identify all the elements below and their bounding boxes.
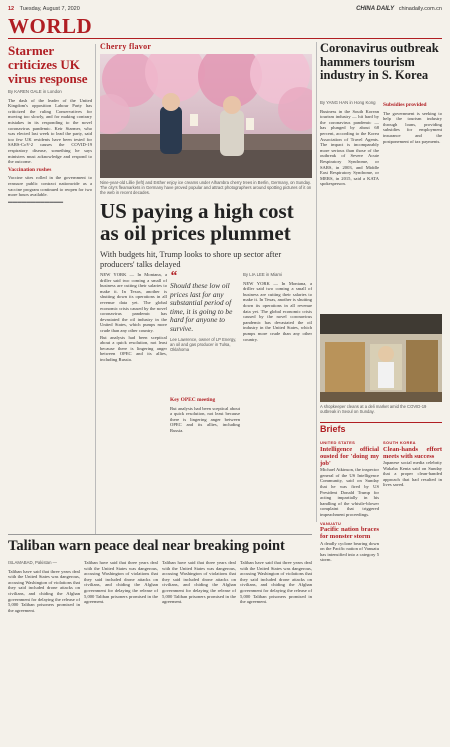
cherry-caption: Nine-year-old Lillie (left) and Esther enjoy ice creams under Alhambra cherry trees in Berlin, Germany, on Sunday. The city's fleamarkets in Germany have proved popular and attract photographers around spotting pictures of it on the web in recent decades.	[100, 180, 312, 195]
starmer-body-2: Vaccine sites rolled in the government to reassure public contract nationwide as a vaccine program continued to reopen for two more hours available.	[8, 175, 92, 198]
section-title: WORLD	[8, 14, 93, 38]
korea-headline[interactable]: Coronavirus outbreak hammers tourism industry in S. Korea	[320, 41, 439, 82]
brief-1-place: VANUATU	[320, 520, 342, 526]
brief-2-headline[interactable]: Clean-hands effort meets with success	[383, 445, 442, 460]
oil-subhead: With budgets hit, Trump looks to shore up sector after producers' talks delayed	[100, 250, 282, 269]
korea-byline: By YANG HAN in Hong Kong	[320, 100, 376, 105]
oil-pull-quote	[170, 269, 240, 392]
section-rule	[8, 38, 442, 39]
korea-subhead: Subsidies provided	[383, 102, 427, 108]
cherry-kicker: Cherry flavor	[100, 42, 152, 51]
oil-headline[interactable]: US paying a high cost as oil prices plummet	[100, 199, 294, 245]
page-number: 12	[8, 6, 15, 12]
oil-body-repeat: But analysts had been sceptical about a quick resolution, not least because there is lingering anger between OPEC and its allies, including Russia.	[100, 334, 167, 362]
page-header	[8, 4, 442, 14]
starmer-article	[8, 44, 92, 534]
korea-col-1	[320, 100, 379, 310]
briefs-title: Briefs	[320, 424, 346, 434]
child-left	[160, 106, 182, 154]
briefs-col-1	[320, 440, 379, 740]
oil-body-col-1	[100, 272, 167, 522]
paper-name: CHINA DAILY	[356, 6, 395, 12]
cherry-photo[interactable]	[100, 54, 312, 178]
briefs-rule	[320, 422, 442, 423]
column-divider	[95, 44, 96, 534]
taliban-col-2	[84, 560, 158, 740]
taliban-headline[interactable]: Taliban warn peace deal near breaking point	[8, 538, 285, 554]
taliban-body-4: Taliban have said that three years deal with the United States was dangerous, accusing Washington of violations that they said included drone attacks on civilians, and chiding the Afghan government for delaying the release of 5,000 Taliban prisoners promised in the agreement.	[240, 560, 312, 605]
shopkeeper-head	[378, 346, 394, 362]
starmer-subhead: Vaccination rushes	[8, 166, 52, 173]
oil-subhead-2: Key OPEC meeting	[170, 397, 216, 403]
oil-body-col-2	[170, 395, 240, 522]
quote-attribution: Lee Lawrence, owner of LP Energy, an oil and gas producer in Tulsa, Oklahoma	[170, 336, 237, 352]
quote-text: Should these low oil prices last for any substantial period of time, it is going to be hard for anyone to survive.	[170, 281, 233, 333]
deli-market-image	[320, 314, 442, 402]
oil-body-2: But analysts had been sceptical about a quick resolution, not least because there is lingering anger between OPEC and its allies, including Russia.	[170, 405, 240, 433]
taliban-col-4	[240, 560, 312, 740]
korea-photo[interactable]	[320, 314, 442, 402]
header-left	[8, 6, 80, 12]
oil-body-col-3	[243, 272, 312, 522]
taliban-body-2: Taliban have said that three years deal with the United States was dangerous, accusing Washington of violations that they said included drone attacks on civilians, and chiding the Afghan government for delaying the release of 5,000 Taliban prisoners promised in the agreement.	[84, 560, 158, 605]
cherry-blossom-image	[100, 54, 312, 178]
brief-0-headline[interactable]: Intelligence official ousted for 'doing my job'	[320, 445, 379, 467]
edition-info: chinadaily.com.cn	[398, 6, 442, 12]
korea-body: Business in the South Korean tourism industry — hit hard by the coronavirus pandemic — has plunged by about 68 percent, according to the Korea Association of Travel Agents. The impact is incomparably more serious than those of the outbreak of Severe Acute Respiratory Syndrome, or SARS, in 2003, and Middle East Respiratory Syndrome, or MERS, in 2015, said a KATA spokesperson.	[320, 108, 379, 187]
starmer-byline: By KAREN GALE in London	[8, 89, 62, 94]
korea-col-2	[383, 100, 442, 310]
issue-date: Tuesday, August 7, 2020	[19, 6, 80, 12]
taliban-body-3: Taliban have said that three years deal with the United States was dangerous, accusing Washington of violations that they said included drone attacks on civilians, and chiding the Afghan government for delaying the release of 5,000 Taliban prisoners promised in the agreement.	[162, 560, 236, 605]
brief-2-place: SOUTH KOREA	[383, 440, 416, 445]
briefs-col-2	[383, 440, 442, 740]
brief-2-body: Japanese social media celebrity Wakaba Kenta said on Sunday that a proper clean-handed approach that had resulted in lives saved.	[383, 460, 442, 488]
taliban-col-1	[8, 560, 80, 740]
korea-caption: A shopkeeper cleans at a deli market amid the COVID-19 outbreak in Seoul on Sunday.	[320, 404, 427, 414]
brief-0-body: Michael Atkinson, the inspector general of the US Intelligence Community, said on Sunday that he was fired by US President Donald Trump for acting impartially in his handling of the whistle-blower complaint that triggered impeachment proceedings.	[320, 467, 379, 517]
child-right	[220, 110, 244, 156]
brief-1-headline[interactable]: Pacific nation braces for monster storm	[320, 526, 379, 541]
taliban-byline: ISLAMABAD, Pakistan —	[8, 560, 57, 565]
column-divider-2	[316, 42, 317, 522]
oil-body: NEW YORK — In Montana, a driller said two coming a small of business are cutting their salaries to make it. In Texas, another is shutting down its operations in all revenue data yet. The global economic crisis caused by the novel coronavirus pandemic has devastated the oil industry in the United States, which pumps more crude than any other country.	[100, 272, 167, 333]
starmer-filler: ▬▬▬▬▬▬▬▬▬▬▬▬	[8, 198, 64, 204]
brief-1-body: A deadly cyclone bearing down on the Pacific nation of Vanuatu has intensified into a category 5 storm.	[320, 540, 379, 563]
taliban-col-3	[162, 560, 236, 740]
taliban-body: Taliban have said that three years deal with the United States was dangerous, accusing Washington of violations that they said included drone attacks on civilians, and chiding the Afghan government for delaying the release of 5,000 Taliban prisoners promised in the agreement.	[8, 568, 80, 613]
lower-rule	[8, 534, 312, 535]
korea-body-2: The government is seeking to help the tourism industry through loans, providing subsidies for employment insurance and the postponement of tax payments.	[383, 110, 442, 144]
oil-body-3: NEW YORK — In Montana, a driller said two coming a small of business are cutting their salaries to make it. In Texas, another is shutting down its operations in all revenue data yet. The global economic crisis caused by the novel coronavirus pandemic has devastated the oil industry in the United States, which pumps more crude than any other country.	[243, 280, 312, 342]
starmer-headline[interactable]: Starmer criticizes UK virus response	[8, 44, 88, 86]
header-right	[356, 6, 442, 12]
starmer-body: The dash of the leader of the United Kingdom's opposition Labour Party has criticized the ruling Conservatives for moving too slowly, and for making contrary mistakes in its responding to the novel coronavirus pandemic. Keir Starmer, who was elected last week to lead the party, said too few UK residents have been tested for SARS-CoV-2 causes the COVID-19 respiratory disease, something he says ministers must acknowledge and respond to the outcome.	[8, 97, 92, 165]
quote-mark-icon: “	[170, 269, 177, 284]
brief-0-place: UNITED STATES	[320, 440, 356, 445]
oil-byline: By LIA LEE in Miami	[243, 272, 282, 277]
